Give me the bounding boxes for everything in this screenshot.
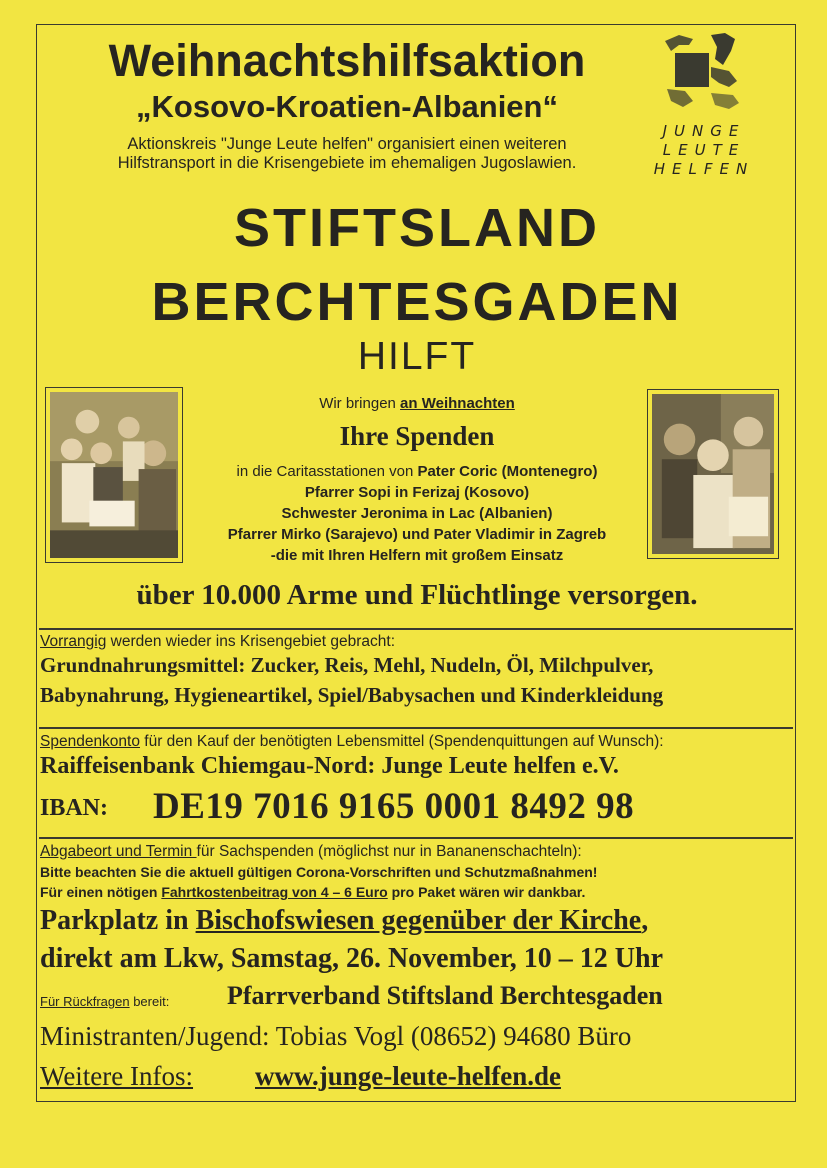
flyer-frame [36, 24, 796, 1102]
contact-label [40, 994, 169, 1009]
bank-name: Raiffeisenbank Chiemgau-Nord: Junge Leute helfen e.V. [40, 753, 619, 779]
iban-value: DE19 7016 9165 0001 8492 98 [153, 786, 635, 827]
bring-prefix: Wir bringen [319, 395, 401, 412]
children-photo-icon [652, 394, 774, 554]
bring-christmas: an Weihnachten [400, 395, 515, 412]
infos-label: Weitere Infos: [40, 1061, 194, 1091]
cost-prefix: Für einen nötigen [40, 884, 162, 900]
recipient-line-3: Schwester Jeronima in Lac (Albanien) [281, 505, 553, 522]
headline-hilft: HILFT [357, 335, 477, 378]
group-photo-icon [50, 392, 178, 558]
account-label-underlined: Spendenkonto [40, 733, 140, 750]
location-suffix: , [641, 905, 649, 936]
contact-person: Ministranten/Jugend: Tobias Vogl (08652) 94680 Büro [40, 1021, 632, 1051]
intro-text [37, 135, 657, 173]
logo-text-line-2: LEUTE [662, 141, 746, 159]
account-label [40, 733, 664, 751]
headline-berchtesgaden: BERCHTESGADEN [151, 272, 683, 332]
intro-line-1: Aktionskreis "Junge Leute helfen" organisiert einen weiteren [127, 135, 567, 153]
goods-label [40, 633, 395, 651]
bring-line [187, 395, 647, 412]
location-prefix: Parkplatz in [40, 905, 196, 936]
intro-line-2: Hilfstransport in die Krisengebiete im ehemaligen Jugoslawien. [117, 154, 577, 172]
recipient-line-5: -die mit Ihren Helfern mit großem Einsatz [270, 547, 564, 564]
contact-organisation: Pfarrverband Stiftsland Berchtesgaden [227, 981, 663, 1010]
logo-text-line-1: JUNGE [662, 122, 746, 140]
iban-label: IBAN: [40, 795, 109, 821]
recipient-line-4: Pfarrer Mirko (Sarajevo) und Pater Vladimir in Zagreb [227, 526, 607, 543]
photo-children [647, 389, 779, 559]
divider-3 [39, 837, 793, 839]
cost-notice [40, 884, 585, 900]
flyer-subtitle: „Kosovo-Kroatien-Albanien“ [136, 89, 558, 124]
recipient-prefix: in die Caritasstationen von [236, 463, 418, 480]
website-link[interactable]: www.junge-leute-helfen.de [255, 1061, 561, 1091]
divider-1 [39, 628, 793, 630]
flyer-title: Weihnachtshilfsaktion [108, 35, 586, 86]
location-line [40, 905, 648, 937]
goods-label-rest: werden wieder ins Krisengebiet gebracht: [106, 633, 395, 650]
dropoff-label [40, 843, 582, 861]
dropoff-label-underlined: Abgabeort und Termin [40, 843, 197, 860]
recipient-line-2: Pfarrer Sopi in Ferizaj (Kosovo) [304, 484, 530, 501]
photo-helpers [45, 387, 183, 563]
junge-leute-helfen-logo [649, 31, 759, 181]
recipient-coric: Pater Coric (Montenegro) [417, 463, 598, 480]
location-place: Bischofswiesen gegenüber der Kirche [195, 905, 642, 936]
date-time-line: direkt am Lkw, Samstag, 26. November, 10 – 12 Uhr [40, 943, 664, 974]
divider-2 [39, 727, 793, 729]
hands-logo-icon [649, 31, 759, 117]
cost-amount: Fahrtkostenbeitrag von 4 – 6 Euro [161, 884, 388, 900]
contact-label-rest: bereit: [129, 994, 170, 1009]
spenden-heading: Ihre Spenden [339, 421, 495, 451]
headline-stiftsland: STIFTSLAND [234, 198, 600, 258]
corona-notice: Bitte beachten Sie die aktuell gültigen Corona-Vorschriften und Schutzmaßnahmen! [40, 864, 598, 880]
recipient-line-1 [177, 461, 657, 482]
versorgen-line: über 10.000 Arme und Flüchtlinge versorgen. [136, 579, 698, 611]
account-label-rest: für den Kauf der benötigten Lebensmittel (Spendenquittungen auf Wunsch): [139, 733, 664, 750]
contact-label-underlined: Für Rückfragen [40, 994, 130, 1009]
goods-line-2: Babynahrung, Hygieneartikel, Spiel/Babysachen und Kinderkleidung [40, 683, 664, 707]
cost-suffix: pro Paket wären wir dankbar. [387, 884, 586, 900]
dropoff-label-rest: für Sachspenden (möglichst nur in Bananenschachteln): [196, 843, 582, 860]
goods-line-1: Grundnahrungsmittel: Zucker, Reis, Mehl, Nudeln, Öl, Milchpulver, [40, 653, 654, 677]
logo-text-line-3: HELFEN [653, 160, 755, 178]
goods-label-underlined: Vorrangig [40, 633, 107, 650]
